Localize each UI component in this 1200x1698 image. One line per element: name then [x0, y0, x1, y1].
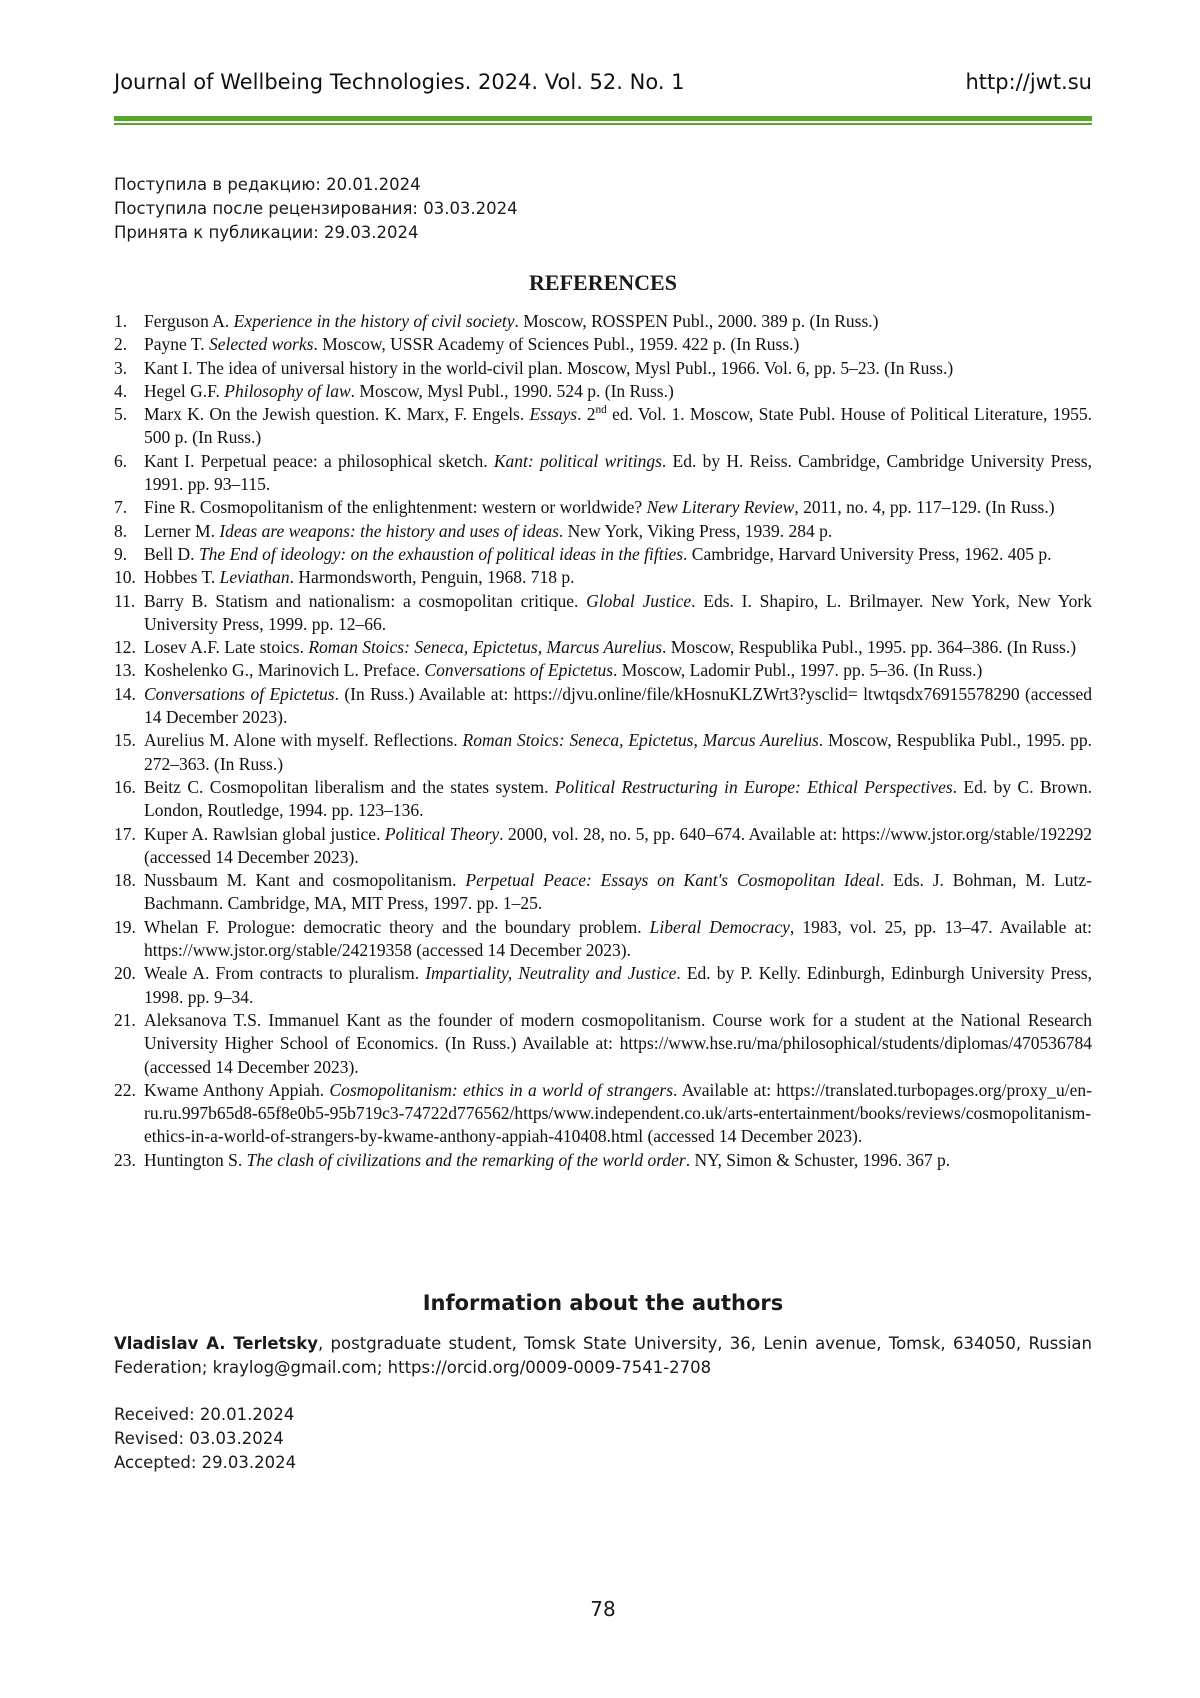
header-rule-thick	[114, 116, 1092, 121]
reference-it: Cosmopolitanism: ethics in a world of strangers	[329, 1080, 673, 1100]
reference-text	[144, 358, 953, 378]
reference-it: The clash of civilizations and the remarking of the world order	[247, 1150, 686, 1170]
reference-number: 20.	[114, 962, 136, 985]
reference-number: 5.	[114, 403, 127, 426]
reference-post: . Ed. by P. Kelly. Edinburgh, Edinburgh University Press, 1998. pp. 9–34.	[144, 963, 1092, 1006]
reference-number: 16.	[114, 776, 136, 799]
reference-text	[144, 870, 1092, 913]
reference-it: The End of ideology: on the exhaustion of political ideas in the fifties	[199, 544, 683, 564]
reference-item	[114, 380, 1092, 403]
reference-it: Experience in the history of civil society	[234, 311, 515, 331]
reference-post: . Ed. by H. Reiss. Cambridge, Cambridge University Press, 1991. pp. 93–115.	[144, 451, 1092, 494]
reference-text	[144, 404, 1092, 447]
page	[114, 0, 1092, 1698]
reference-text	[144, 660, 982, 680]
reference-pre: Whelan F. Prologue: democratic theory and the boundary problem.	[144, 917, 650, 937]
reference-text	[144, 497, 1055, 517]
reference-it: Ideas are weapons: the history and uses of ideas	[219, 521, 559, 541]
reference-text	[144, 567, 575, 587]
reference-post: , 2011, no. 4, pp. 117–129. (In Russ.)	[794, 497, 1054, 517]
author-details: , postgraduate student, Tomsk State University, 36, Lenin avenue, Tomsk, 634050, Russian Federation; kraylog@gmail.com; https://orcid.org/0009-0009-7541-2708	[114, 1334, 1092, 1377]
reference-pre: Aurelius M. Alone with myself. Reflections.	[144, 730, 463, 750]
reference-number: 9.	[114, 543, 127, 566]
reference-text	[144, 451, 1092, 494]
reference-number: 19.	[114, 916, 136, 939]
reference-number: 23.	[114, 1149, 136, 1172]
reference-item	[114, 520, 1092, 543]
reference-text	[144, 521, 832, 541]
reference-text	[144, 824, 1092, 867]
reference-item	[114, 1079, 1092, 1149]
reference-post: . Moscow, Mysl Publ., 1990. 524 p. (In Russ.)	[351, 381, 674, 401]
reference-post: . (In Russ.) Available at: https://djvu.online/file/kHosnuKLZWrt3?ysclid= ltwtqsdx76915578290 (accessed 14 December 2023).	[144, 684, 1092, 727]
reference-item	[114, 357, 1092, 380]
author-info	[114, 1332, 1092, 1379]
reference-pre: Hobbes T.	[144, 567, 220, 587]
reference-post: . Eds. J. Bohman, M. Lutz-Bachmann. Cambridge, MA, MIT Press, 1997. pp. 1–25.	[144, 870, 1092, 913]
reference-item	[114, 543, 1092, 566]
reference-pre: Kwame Anthony Appiah.	[144, 1080, 329, 1100]
reference-text	[144, 381, 674, 401]
reference-post: . Available at: https://translated.turbopages.org/proxy_u/en-ru.ru.997b65d8-65f8e0b5-95b719c3-74722d776562/https/www.independent.co.uk/arts-entertainment/books/reviews/cosmopolitanism-ethics-in-a-world-of-strangers-by-kwame-anthony-appiah-410408.html (accessed 14 December 2023).	[144, 1080, 1092, 1147]
reference-post: . 2	[577, 404, 595, 424]
reference-it: Philosophy of law	[224, 381, 350, 401]
page-number: 78	[114, 1597, 1092, 1621]
reference-pre: Beitz C. Cosmopolitan liberalism and the states system.	[144, 777, 555, 797]
reference-number: 15.	[114, 729, 136, 752]
reference-pre: Payne T.	[144, 334, 209, 354]
reference-post: . Ed. by C. Brown. London, Routledge, 1994. pp. 123–136.	[144, 777, 1092, 820]
reference-pre: Koshelenko G., Marinovich L. Preface.	[144, 660, 424, 680]
references-heading: REFERENCES	[114, 270, 1092, 296]
reference-pre: Hegel G.F.	[144, 381, 224, 401]
reference-pre: Aleksanova T.S. Immanuel Kant as the founder of modern cosmopolitanism. Course work for a student at the National Research University Higher School of Economics. (In Russ.) Available at: https://www.hse.ru/ma/philosophical/students/diplomas/470536784 (accessed 14 December 2023).	[144, 1010, 1092, 1077]
journal-url[interactable]: http://jwt.su	[965, 70, 1092, 94]
reference-pre: Lerner M.	[144, 521, 219, 541]
reference-number: 2.	[114, 333, 127, 356]
reference-it: Perpetual Peace: Essays on Kant's Cosmopolitan Ideal	[465, 870, 880, 890]
reference-it: Political Theory	[385, 824, 499, 844]
reference-post: . 2000, vol. 28, no. 5, pp. 640–674. Available at: https://www.jstor.org/stable/192292 (accessed 14 December 2023).	[144, 824, 1092, 867]
date-accepted-en: Accepted: 29.03.2024	[114, 1451, 1092, 1475]
dates-russian	[114, 173, 1092, 245]
reference-text	[144, 334, 799, 354]
reference-it: Conversations of Epictetus	[144, 684, 335, 704]
reference-pre: Marx K. On the Jewish question. K. Marx, F. Engels.	[144, 404, 529, 424]
reference-item	[114, 683, 1092, 730]
reference-item	[114, 333, 1092, 356]
reference-it: Essays	[529, 404, 577, 424]
reference-number: 22.	[114, 1079, 136, 1102]
reference-post: . Moscow, Respublika Publ., 1995. pp. 272–363. (In Russ.)	[144, 730, 1092, 773]
reference-item	[114, 869, 1092, 916]
reference-post: . Harmondsworth, Penguin, 1968. 718 p.	[290, 567, 575, 587]
running-header	[114, 70, 1092, 110]
date-accepted-ru: Принята к публикации: 29.03.2024	[114, 221, 1092, 245]
reference-post: . NY, Simon & Schuster, 1996. 367 p.	[686, 1150, 950, 1170]
reference-text	[144, 591, 1092, 634]
reference-item	[114, 310, 1092, 333]
reference-number: 13.	[114, 659, 136, 682]
reference-item	[114, 962, 1092, 1009]
reference-pre: Huntington S.	[144, 1150, 247, 1170]
reference-text	[144, 1010, 1092, 1077]
date-received-ru: Поступила в редакцию: 20.01.2024	[114, 173, 1092, 197]
reference-it: Political Restructuring in Europe: Ethical Perspectives	[555, 777, 953, 797]
reference-item	[114, 403, 1092, 450]
reference-text	[144, 637, 1076, 657]
reference-number: 10.	[114, 566, 136, 589]
reference-post: . Moscow, USSR Academy of Sciences Publ., 1959. 422 p. (In Russ.)	[313, 334, 799, 354]
reference-text	[144, 777, 1092, 820]
references-list	[114, 310, 1092, 1172]
reference-pre: Losev A.F. Late stoics.	[144, 637, 308, 657]
reference-pre: Weale A. From contracts to pluralism.	[144, 963, 425, 983]
header-rule-thin	[114, 123, 1092, 125]
reference-it: Roman Stoics: Seneca, Epictetus, Marcus Aurelius	[463, 730, 819, 750]
reference-it: Conversations of Epictetus	[424, 660, 613, 680]
reference-post: . Moscow, Respublika Publ., 1995. pp. 364–386. (In Russ.)	[662, 637, 1076, 657]
reference-number: 1.	[114, 310, 127, 333]
reference-number: 7.	[114, 496, 127, 519]
dates-english	[114, 1403, 1092, 1475]
reference-it: Impartiality, Neutrality and Justice	[425, 963, 676, 983]
date-received-en: Received: 20.01.2024	[114, 1403, 1092, 1427]
authors-heading: Information about the authors	[114, 1291, 1092, 1315]
reference-item	[114, 659, 1092, 682]
reference-text	[144, 917, 1092, 960]
reference-text	[144, 963, 1092, 1006]
reference-item	[114, 590, 1092, 637]
reference-number: 6.	[114, 450, 127, 473]
reference-number: 12.	[114, 636, 136, 659]
reference-post: . Eds. I. Shapiro, L. Brilmayer. New York, New York University Press, 1999. pp. 12–66.	[144, 591, 1092, 634]
reference-text	[144, 1080, 1092, 1147]
reference-item	[114, 916, 1092, 963]
reference-number: 4.	[114, 380, 127, 403]
reference-number: 18.	[114, 869, 136, 892]
reference-pre: Kant I. Perpetual peace: a philosophical sketch.	[144, 451, 494, 471]
reference-post: . Cambridge, Harvard University Press, 1962. 405 p.	[683, 544, 1051, 564]
reference-pre: Kuper A. Rawlsian global justice.	[144, 824, 385, 844]
reference-number: 11.	[114, 590, 135, 613]
reference-text	[144, 311, 878, 331]
reference-item	[114, 636, 1092, 659]
reference-number: 3.	[114, 357, 127, 380]
reference-pre: Barry B. Statism and nationalism: a cosmopolitan critique.	[144, 591, 586, 611]
reference-text	[144, 544, 1051, 564]
reference-number: 17.	[114, 823, 136, 846]
reference-item	[114, 1009, 1092, 1079]
reference-item	[114, 823, 1092, 870]
reference-it: Kant: political writings	[494, 451, 662, 471]
reference-sup: nd	[596, 404, 607, 416]
author-name: Vladislav A. Terletsky	[114, 1334, 318, 1353]
reference-post: . Moscow, ROSSPEN Publ., 2000. 389 p. (In Russ.)	[515, 311, 879, 331]
reference-item	[114, 729, 1092, 776]
reference-item	[114, 776, 1092, 823]
reference-pre: Fine R. Cosmopolitanism of the enlightenment: western or worldwide?	[144, 497, 647, 517]
reference-it: Liberal Democracy	[650, 917, 790, 937]
date-revised-en: Revised: 03.03.2024	[114, 1427, 1092, 1451]
reference-number: 14.	[114, 683, 136, 706]
reference-pre: Bell D.	[144, 544, 199, 564]
reference-pre: Ferguson A.	[144, 311, 234, 331]
reference-item	[114, 450, 1092, 497]
reference-number: 21.	[114, 1009, 136, 1032]
reference-pre: Kant I. The idea of universal history in the world-civil plan. Moscow, Mysl Publ., 1966. Vol. 6, pp. 5–23. (In Russ.)	[144, 358, 953, 378]
reference-post: , 1983, vol. 25, pp. 13–47. Available at: https://www.jstor.org/stable/24219358 (accessed 14 December 2023).	[144, 917, 1092, 960]
reference-pre: Nussbaum M. Kant and cosmopolitanism.	[144, 870, 465, 890]
reference-item	[114, 1149, 1092, 1172]
reference-text	[144, 1150, 950, 1170]
journal-title: Journal of Wellbeing Technologies. 2024. Vol. 52. No. 1	[114, 70, 685, 94]
reference-text	[144, 730, 1092, 773]
reference-text	[144, 684, 1092, 727]
date-revised-ru: Поступила после рецензирования: 03.03.2024	[114, 197, 1092, 221]
reference-post: . New York, Viking Press, 1939. 284 p.	[559, 521, 832, 541]
reference-it: Roman Stoics: Seneca, Epictetus, Marcus Aurelius	[308, 637, 662, 657]
reference-number: 8.	[114, 520, 127, 543]
reference-it: Leviathan	[220, 567, 290, 587]
reference-it: Global Justice	[586, 591, 691, 611]
reference-it: New Literary Review	[647, 497, 795, 517]
reference-post2: ed. Vol. 1. Moscow, State Publ. House of Political Literature, 1955. 500 p. (In Russ.)	[144, 404, 1092, 447]
reference-post: . Moscow, Ladomir Publ., 1997. pp. 5–36. (In Russ.)	[613, 660, 982, 680]
reference-it: Selected works	[209, 334, 313, 354]
reference-item	[114, 496, 1092, 519]
reference-item	[114, 566, 1092, 589]
